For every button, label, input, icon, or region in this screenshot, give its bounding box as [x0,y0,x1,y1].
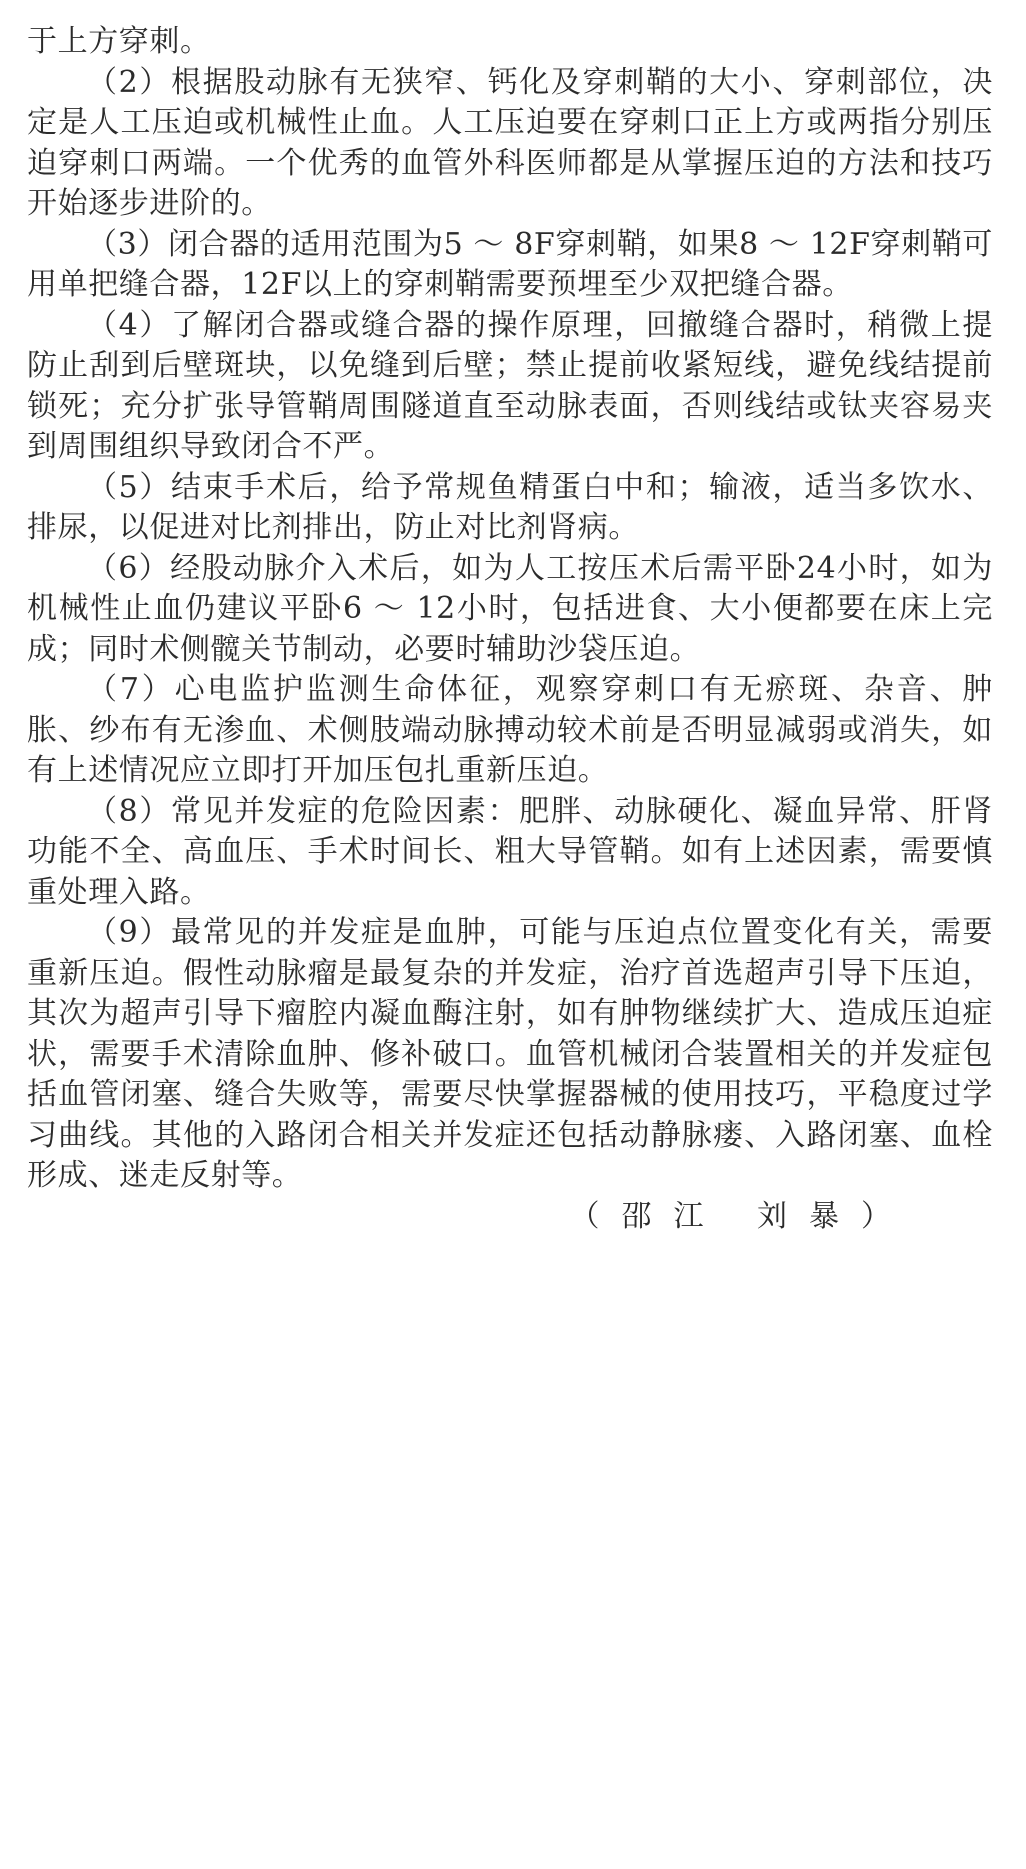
paragraph-item-7: （7）心电监护监测生命体征，观察穿刺口有无瘀斑、杂音、肿胀、纱布有无渗血、术侧肢端动脉搏动较术前是否明显减弱或消失，如有上述情况应立即打开加压包扎重新压迫。 [27,672,993,788]
paragraph-continuation: 于上方穿刺。 [27,24,211,59]
paragraph-item-9: （9）最常见的并发症是血肿，可能与压迫点位置变化有关，需要重新压迫。假性动脉瘤是最复杂的并发症，治疗首选超声引导下压迫，其次为超声引导下瘤腔内凝血酶注射，如有肿物继续扩大、造成压迫症状，需要手术清除血肿、修补破口。血管机械闭合装置相关的并发症包括血管闭塞、缝合失败等，需要尽快掌握器械的使用技巧，平稳度过学习曲线。其他的入路闭合相关并发症还包括动静脉瘘、入路闭塞、血栓形成、迷走反射等。 [27,915,993,1193]
paragraph-item-2: （2）根据股动脉有无狭窄、钙化及穿刺鞘的大小、穿刺部位，决定是人工压迫或机械性止血。人工压迫要在穿刺口正上方或两指分别压迫穿刺口两端。一个优秀的血管外科医师都是从掌握压迫的方法和技巧开始逐步进阶的。 [27,64,993,221]
document-page [27,22,993,1237]
paragraph-item-3: （3）闭合器的适用范围为5 ～ 8F穿刺鞘，如果8 ～ 12F穿刺鞘可用单把缝合器，12F以上的穿刺鞘需要预埋至少双把缝合器。 [27,226,993,302]
paragraph-item-5: （5）结束手术后，给予常规鱼精蛋白中和；输液，适当多饮水、排尿，以促进对比剂排出，防止对比剂肾病。 [27,469,993,545]
paragraph-item-8: （8）常见并发症的危险因素：肥胖、动脉硬化、凝血异常、肝肾功能不全、高血压、手术时间长、粗大导管鞘。如有上述因素，需要慎重处理入路。 [27,793,993,910]
author-attribution: （邵江 刘暴） [569,1198,913,1234]
paragraph-item-6: （6）经股动脉介入术后，如为人工按压术后需平卧24小时，如为机械性止血仍建议平卧6 ～ 12小时，包括进食、大小便都要在床上完成；同时术侧髋关节制动，必要时辅助沙袋压迫。 [27,550,993,667]
paragraph-item-4: （4）了解闭合器或缝合器的操作原理，回撤缝合器时，稍微上提防止刮到后壁斑块，以免缝到后壁；禁止提前收紧短线，避免线结提前锁死；充分扩张导管鞘周围隧道直至动脉表面，否则线结或钛夹容易夹到周围组织导致闭合不严。 [27,307,993,464]
